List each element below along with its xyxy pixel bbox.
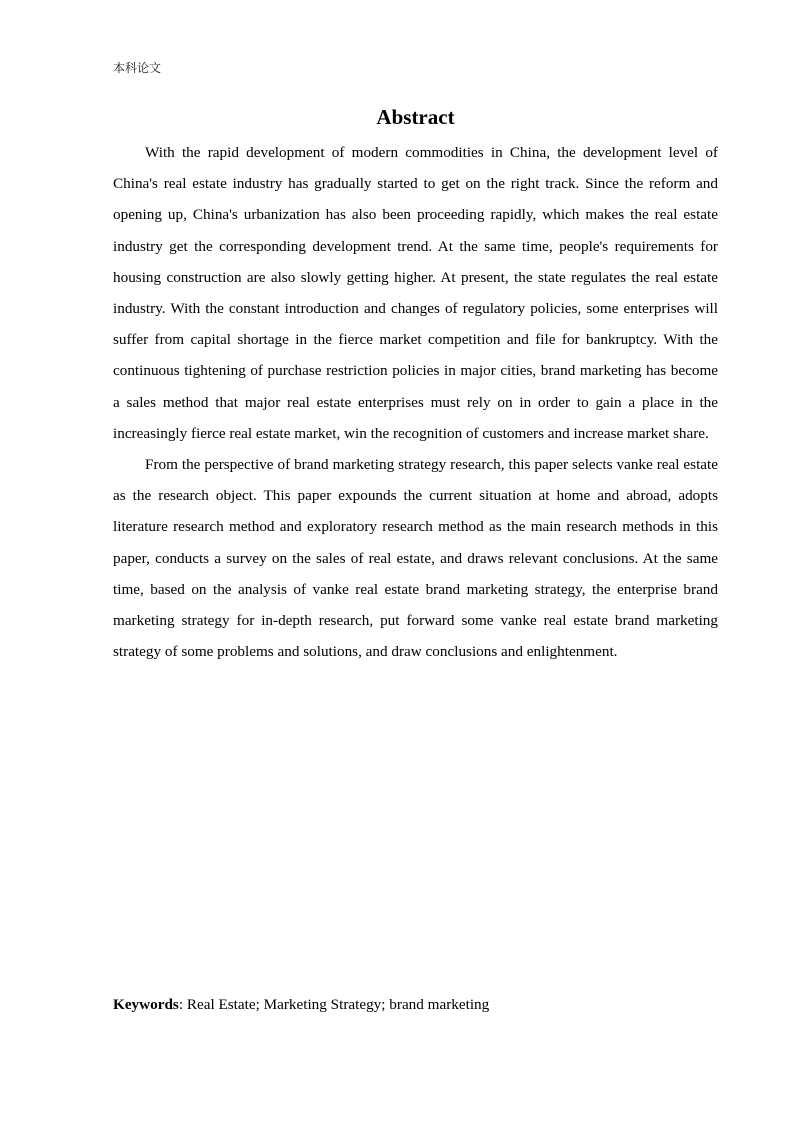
keywords-line	[113, 991, 718, 1019]
abstract-paragraph-1: With the rapid development of modern commodities in China, the development level of China's real estate industry has gradually started to get on the right track. Since the reform and opening up, China's urbanization has also been proceeding rapidly, which makes the real estate industry get the corresponding development trend. At the same time, people's requirements for housing construction are also slowly getting higher. At present, the state regulates the real estate industry. With the constant introduction and changes of regulatory policies, some enterprises will suffer from capital shortage in the fierce market competition and file for bankruptcy. With the continuous tightening of purchase restriction policies in major cities, brand marketing has become a sales method that major real estate enterprises must rely on in order to gain a place in the increasingly fierce real estate market, win the recognition of customers and increase market share.	[113, 144, 718, 442]
abstract-paragraph-2: From the perspective of brand marketing strategy research, this paper selects vanke real estate as the research object. This paper expounds the current situation at home and abroad, adopts literature research method and exploratory research method as the main research methods in this paper, conducts a survey on the sales of real estate, and draws relevant conclusions. At the same time, based on the analysis of vanke real estate brand marketing strategy, the enterprise brand marketing strategy for in-depth research, put forward some vanke real estate brand marketing strategy of some problems and solutions, and draw conclusions and enlightenment.	[113, 456, 718, 661]
keywords-label: Keywords	[113, 996, 179, 1013]
header-divider	[113, 82, 718, 83]
keywords-value: Real Estate; Marketing Strategy; brand marketing	[186, 996, 490, 1013]
page-header-label: 本科论文	[113, 61, 162, 75]
abstract-body	[113, 137, 718, 667]
keywords-separator: :	[178, 996, 187, 1013]
abstract-title: Abstract	[376, 105, 455, 129]
